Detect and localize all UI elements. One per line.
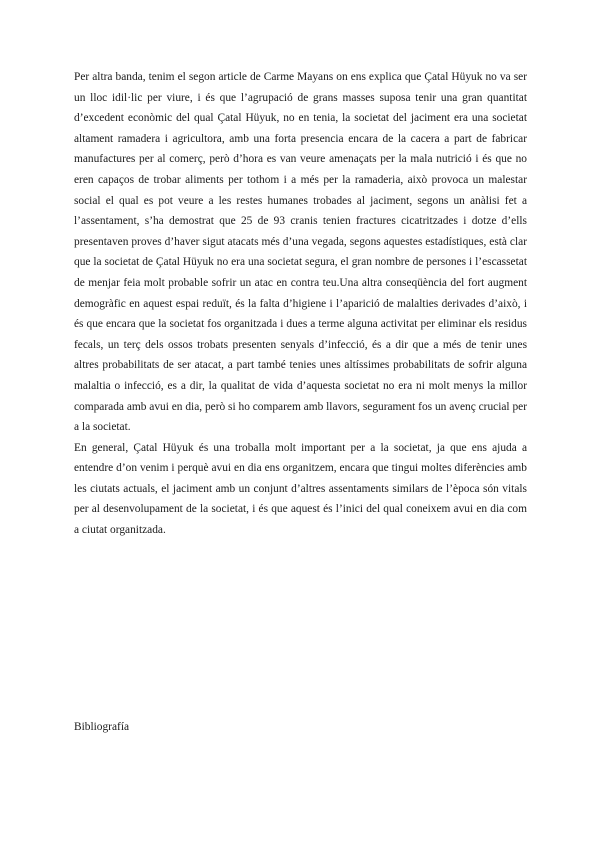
paragraph-conclusion: En general, Çatal Hüyuk és una troballa molt important per a la societat, ja que ens ajuda a entendre d’on venim i perquè avui en dia ens organitzem, encara que tingui moltes diferències amb les ciutats actuals, el jaciment amb un conjunt d’altres assentaments similars de l’època són vitals per al desenvolupament de la societat, i és que aquest és l’inici del qual coneixem avui en dia com a ciutat organitzada. (74, 441, 527, 537)
bibliography-heading: Bibliografía (74, 721, 130, 733)
paragraph-catal-huyuk-article: Per altra banda, tenim el segon article de Carme Mayans on ens explica que Çatal Hüyuk no va ser un lloc idil·lic per viure, i és que l’agrupació de grans masses suposa tenir una gran quantitat d’excedent econòmic del qual Çatal Hüyuk, no en tenia, la societat del jaciment era una societat altament ramadera i agricultora, amb una forta presencia encara de la cacera a part de fabricar manufactures per al comerç, però d’hora es van veure amenaçats per la mala nutrició i és que no eren capaços de trobar aliments per tothom i a més per la ramaderia, això provoca un malestar social el qual es pot veure a les restes humanes trobades al jaciment, segons un anàlisi fet a l’assentament, s’ha demostrat que 25 de 93 cranis tenien fractures cicatritzades i dotze d’ells presentaven proves d’haver sigut atacats més d’una vegada, segons aquestes estadístiques, està clar que la societat de Çatal Hüyuk no era una societat segura, el gran nombre de persones i l’escassetat de menjar feia molt probable sofrir un atac en contra teu.Una altra conseqüència del fort augment demogràfic en aquest espai reduït, és la falta d’higiene i l’aparició de malalties derivades d’això, i és que encara que la societat fos organitzada i dues a terme alguna activitat per eliminar els residus fecals, un terç dels ossos trobats presenten senyals d’infecció, és a dir que a més de tenir unes altres probabilitats de ser atacat, a part també tenies unes altíssimes probabilitats de sofrir alguna malaltia o infecció, es a dir, la qualitat de vida d’aquesta societat no era ni molt menys la millor comparada amb avui en dia, però si ho comparem amb llavors, segurament fos un avenç crucial per a la societat. (74, 71, 527, 434)
body-text (74, 67, 527, 541)
